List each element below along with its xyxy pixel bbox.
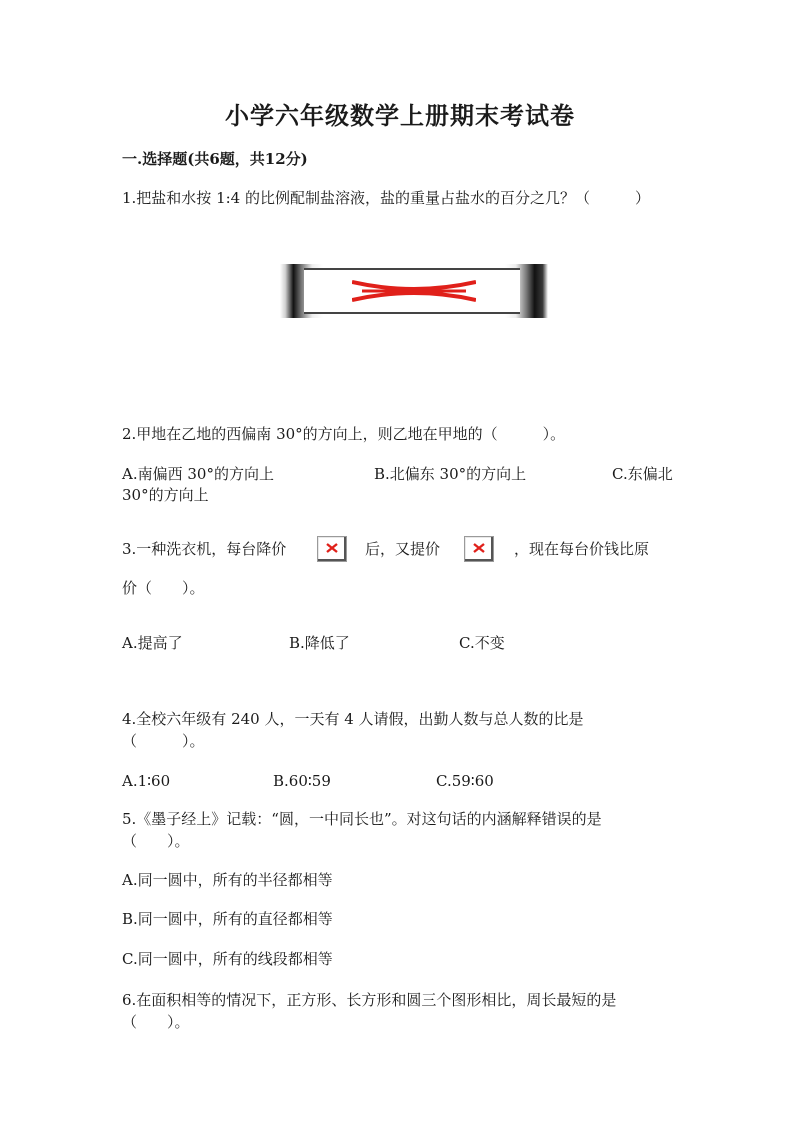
broken-image-icon bbox=[280, 264, 548, 318]
question-2-option-c-cont: 30°的方向上 bbox=[122, 486, 209, 504]
question-6-text-cont: （ ）。 bbox=[122, 1013, 190, 1031]
question-4-option-a: A.1∶60 bbox=[122, 772, 171, 790]
broken-image-icon bbox=[317, 536, 347, 562]
question-3-text-part4: 价（ ）。 bbox=[122, 579, 205, 597]
question-1-text: 1.把盐和水按 1:4 的比例配制盐溶液，盐的重量占盐水的百分之几？（ ） bbox=[122, 189, 650, 207]
question-5-option-a: A.同一圆中，所有的半径都相等 bbox=[122, 871, 333, 889]
page-title: 小学六年级数学上册期末考试卷 bbox=[225, 101, 575, 130]
question-4-text: 4.全校六年级有 240 人，一天有 4 人请假，出勤人数与总人数的比是 bbox=[122, 710, 584, 728]
question-3-option-c: C.不变 bbox=[459, 634, 505, 652]
question-2-option-a: A.南偏西 30°的方向上 bbox=[122, 465, 274, 483]
broken-image-x-mark bbox=[326, 543, 338, 553]
question-4-option-b: B.60∶59 bbox=[273, 772, 331, 790]
question-3-option-b: B.降低了 bbox=[289, 634, 350, 652]
question-3-text-part3: ，现在每台价钱比原 bbox=[514, 540, 650, 558]
question-6-text: 6.在面积相等的情况下，正方形、长方形和圆三个图形相比，周长最短的是 bbox=[122, 991, 617, 1009]
question-2-option-c: C.东偏北 bbox=[612, 465, 673, 483]
question-3-text-part2: 后，又提价 bbox=[365, 540, 441, 558]
broken-image-x-mark bbox=[473, 543, 485, 553]
question-5-text-cont: （ ）。 bbox=[122, 832, 190, 850]
question-4-option-c: C.59∶60 bbox=[436, 772, 494, 790]
broken-image-x-mark bbox=[352, 276, 476, 306]
question-4-text-cont: （ ）。 bbox=[122, 732, 205, 750]
question-5-option-b: B.同一圆中，所有的直径都相等 bbox=[122, 910, 333, 928]
section-heading: 一.选择题(共6题，共12分) bbox=[122, 150, 308, 168]
question-5-option-c: C.同一圆中，所有的线段都相等 bbox=[122, 950, 333, 968]
question-5-text: 5.《墨子经上》记载：“圆，一中同长也”。对这句话的内涵解释错误的是 bbox=[122, 810, 602, 828]
question-2-text: 2.甲地在乙地的西偏南 30°的方向上，则乙地在甲地的（ ）。 bbox=[122, 425, 566, 443]
question-2-option-b: B.北偏东 30°的方向上 bbox=[374, 465, 527, 483]
question-3-option-a: A.提高了 bbox=[122, 634, 183, 652]
question-3-text-part1: 3.一种洗衣机，每台降价 bbox=[122, 540, 287, 558]
broken-image-icon bbox=[464, 536, 494, 562]
